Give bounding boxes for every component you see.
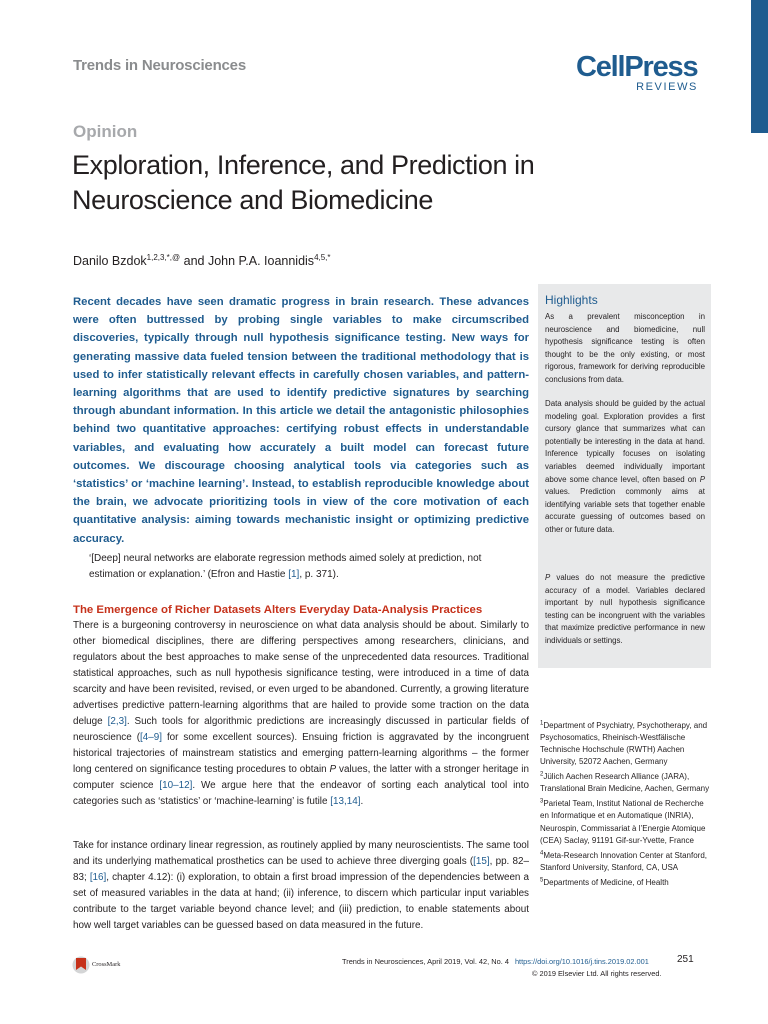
affil-text: Meta-Research Innovation Center at Stanford, Stanford University, Stanford, CA, USA <box>540 850 707 872</box>
logo-main-text: CellPress <box>576 51 698 83</box>
journal-color-tab <box>751 0 768 133</box>
affiliation-5 <box>540 878 669 887</box>
section-heading: The Emergence of Richer Datasets Alters Everyday Data-Analysis Practices <box>73 604 483 616</box>
citation-text: Trends in Neurosciences, April 2019, Vol. 42, No. 4 <box>342 957 509 966</box>
text: values, the latter with a stronger heritage in computer science <box>73 764 529 791</box>
text: Take for instance ordinary linear regression, as routinely applied by many neuroscientists. The same tool and its underlying mathematical prosthetics can be used to achieve three diverging goals ( <box>73 840 529 867</box>
affil-text: Departments of Medicine, of Health <box>543 877 669 887</box>
ref-link[interactable]: [13,14] <box>330 796 361 807</box>
text: . We argue here that the endeavor of sorting each analytical tool into categories such as ‘statistics’ or ‘machine-learning’ is futile <box>73 780 529 807</box>
text: There is a burgeoning controversy in neuroscience on what data analysis should be about. Similarly to other biomedical disciplines, there are differing perspectives among researchers, clinicians, and regulators about the best approaches to make sense of the unprecedented data resources. Traditional statistical approaches, such as null hypothesis significance testing, were introduced in a time of data scarcity and have been revisited, revised, or even urged to be abandoned. Currently, a growing literature advertises predictive pattern-learning algorithms that are hailed to provide some traction on the data deluge <box>73 620 529 727</box>
author-ioannidis-affil: 4,5,* <box>314 253 331 262</box>
text: values. Prediction commonly aims at identifying variable sets that together enable accurate guessing of outcomes based on other or future data. <box>545 487 705 534</box>
affil-text: Department of Psychiatry, Psychotherapy, and Psychosomatics, Rheinisch-Westfälische Technische Hochschule (RWTH) Aachen University, 52072 Aachen, Germany <box>540 720 708 767</box>
affiliation-3 <box>540 799 705 845</box>
affil-number: 1 <box>540 720 544 726</box>
logo-sub-text: REVIEWS <box>636 81 698 93</box>
ref-link[interactable]: [2,3] <box>107 716 127 727</box>
affil-text: Jülich Aachen Research Alliance (JARA), Translational Brain Medicine, Aachen, Germany <box>540 772 710 794</box>
ref-link[interactable]: [15] <box>473 856 490 867</box>
affil-number: 5 <box>540 877 544 884</box>
highlights-title: Highlights <box>545 293 598 307</box>
crossmark-badge[interactable] <box>72 955 162 977</box>
body-paragraph-2 <box>73 838 529 934</box>
author-bzdok[interactable]: Danilo Bzdok <box>73 254 147 269</box>
affil-text: Parietal Team, Institut National de Recherche en Informatique et en Automatique (INRIA), Neurospin, Commissariat à l’Energie Atomique (CEA) Saclay, 91191 Gif-sur-Yvette, France <box>540 799 706 845</box>
text: values do not measure the predictive accuracy of a model. Variables declared important by null hypothesis significance testing can be incongruent with the variables that maximize predictive performance in new individuals or settings. <box>545 573 705 645</box>
ref-link[interactable]: [16] <box>89 872 107 883</box>
body-paragraph-1 <box>73 618 529 810</box>
text: Data analysis should be guided by the actual modeling goal. Exploration provides a first cursory glance that summarizes what can potentially be interesting in the data at hand. Inference typically focuses on isolating variables deemed individually important above some chance level, often based on <box>545 399 705 484</box>
affil-number: 3 <box>540 798 544 805</box>
page-number: 251 <box>677 954 694 965</box>
italic-p: P <box>545 573 551 582</box>
crossmark-label: CrossMark <box>92 961 121 968</box>
text: . <box>360 796 364 807</box>
crossmark-icon <box>72 955 90 975</box>
affil-number: 2 <box>540 771 544 778</box>
affiliations <box>540 717 712 889</box>
ref-link[interactable]: [10–12] <box>159 780 193 791</box>
italic-p: P <box>699 474 705 484</box>
article-title: Exploration, Inference, and Prediction in Neuroscience and Biomedicine <box>72 150 535 215</box>
cellpress-logo <box>576 50 698 98</box>
article-type: Opinion <box>73 122 138 141</box>
text: , pp. 82–83; <box>73 856 529 883</box>
author-ioannidis[interactable]: John P.A. Ioannidis <box>207 254 315 269</box>
epigraph <box>89 551 529 583</box>
ref-link[interactable]: [4–9] <box>140 732 162 743</box>
highlight-1: As a prevalent misconception in neuroscience and biomedicine, null hypothesis significance testing is often thought to be the only existing, or most rigorous, framework for deriving reproducible conclusions from data. <box>545 312 705 384</box>
footer-citation <box>342 957 649 966</box>
highlight-3 <box>545 572 705 648</box>
text: . Such tools for algorithmic predictions are increasingly discussed in particular fields of neuroscience ( <box>73 716 529 743</box>
epigraph-tail: , p. 371). <box>299 569 339 580</box>
author-connector: and <box>180 254 208 269</box>
text: , chapter 4.12): (i) exploration, to obtain a first broad impression of the dependencies between a set of measured variables in the data at hand; (ii) inference, to discern which particular input variables contribute to the target variable beyond chance level; and (iii) prediction, to enable statements about how well target variables can be guessed based on data measured in the future. <box>73 872 529 931</box>
author-bzdok-affil: 1,2,3,*,@ <box>146 253 181 262</box>
abstract: Recent decades have seen dramatic progress in brain research. These advances were often buttressed by probing single variables to make circumscribed discoveries, typically through null hypothesis significance testing. New ways for generating massive data fueled tension between the traditional methodology that is used to infer statistically relevant effects in carefully chosen variables, and pattern-learning algorithms that are used to identify predictive signatures by searching through abundant information. In this article we detail the antagonistic philosophies behind two quantitative approaches: certifying robust effects in understandable variables, and evaluating how accurately a built model can forecast future outcomes. We discourage choosing analytical tools via categories such as ‘statistics’ or ‘machine learning’. Instead, to establish reproducible knowledge about the brain, we advocate prioritizing tools in view of the core motivation of each quantitative analysis: aiming towards mechanistic insight or optimizing predictive accuracy. <box>73 296 529 545</box>
affiliation-1 <box>540 721 707 767</box>
affil-number: 4 <box>540 850 544 856</box>
copyright: © 2019 Elsevier Ltd. All rights reserved. <box>532 969 662 978</box>
affiliation-4 <box>540 851 707 872</box>
epigraph-quote: ‘[Deep] neural networks are elaborate regression methods aimed solely at prediction, not estimation or explanation.’ (Efron and Hastie <box>89 553 482 580</box>
italic-p: P <box>329 764 337 775</box>
text: for some excellent sources). Ensuing friction is aggravated by the incongruent historical trajectories of mainstream statistics and emerging pattern-learning algorithms – the former long centered on significance testing procedures to obtain <box>73 732 529 775</box>
highlight-2 <box>545 398 705 537</box>
doi-link[interactable]: https://doi.org/10.1016/j.tins.2019.02.001 <box>514 957 649 966</box>
ref-link[interactable]: [1] <box>288 569 300 580</box>
author-line <box>73 253 331 268</box>
affiliation-2 <box>540 772 709 793</box>
journal-name: Trends in Neurosciences <box>73 57 246 74</box>
